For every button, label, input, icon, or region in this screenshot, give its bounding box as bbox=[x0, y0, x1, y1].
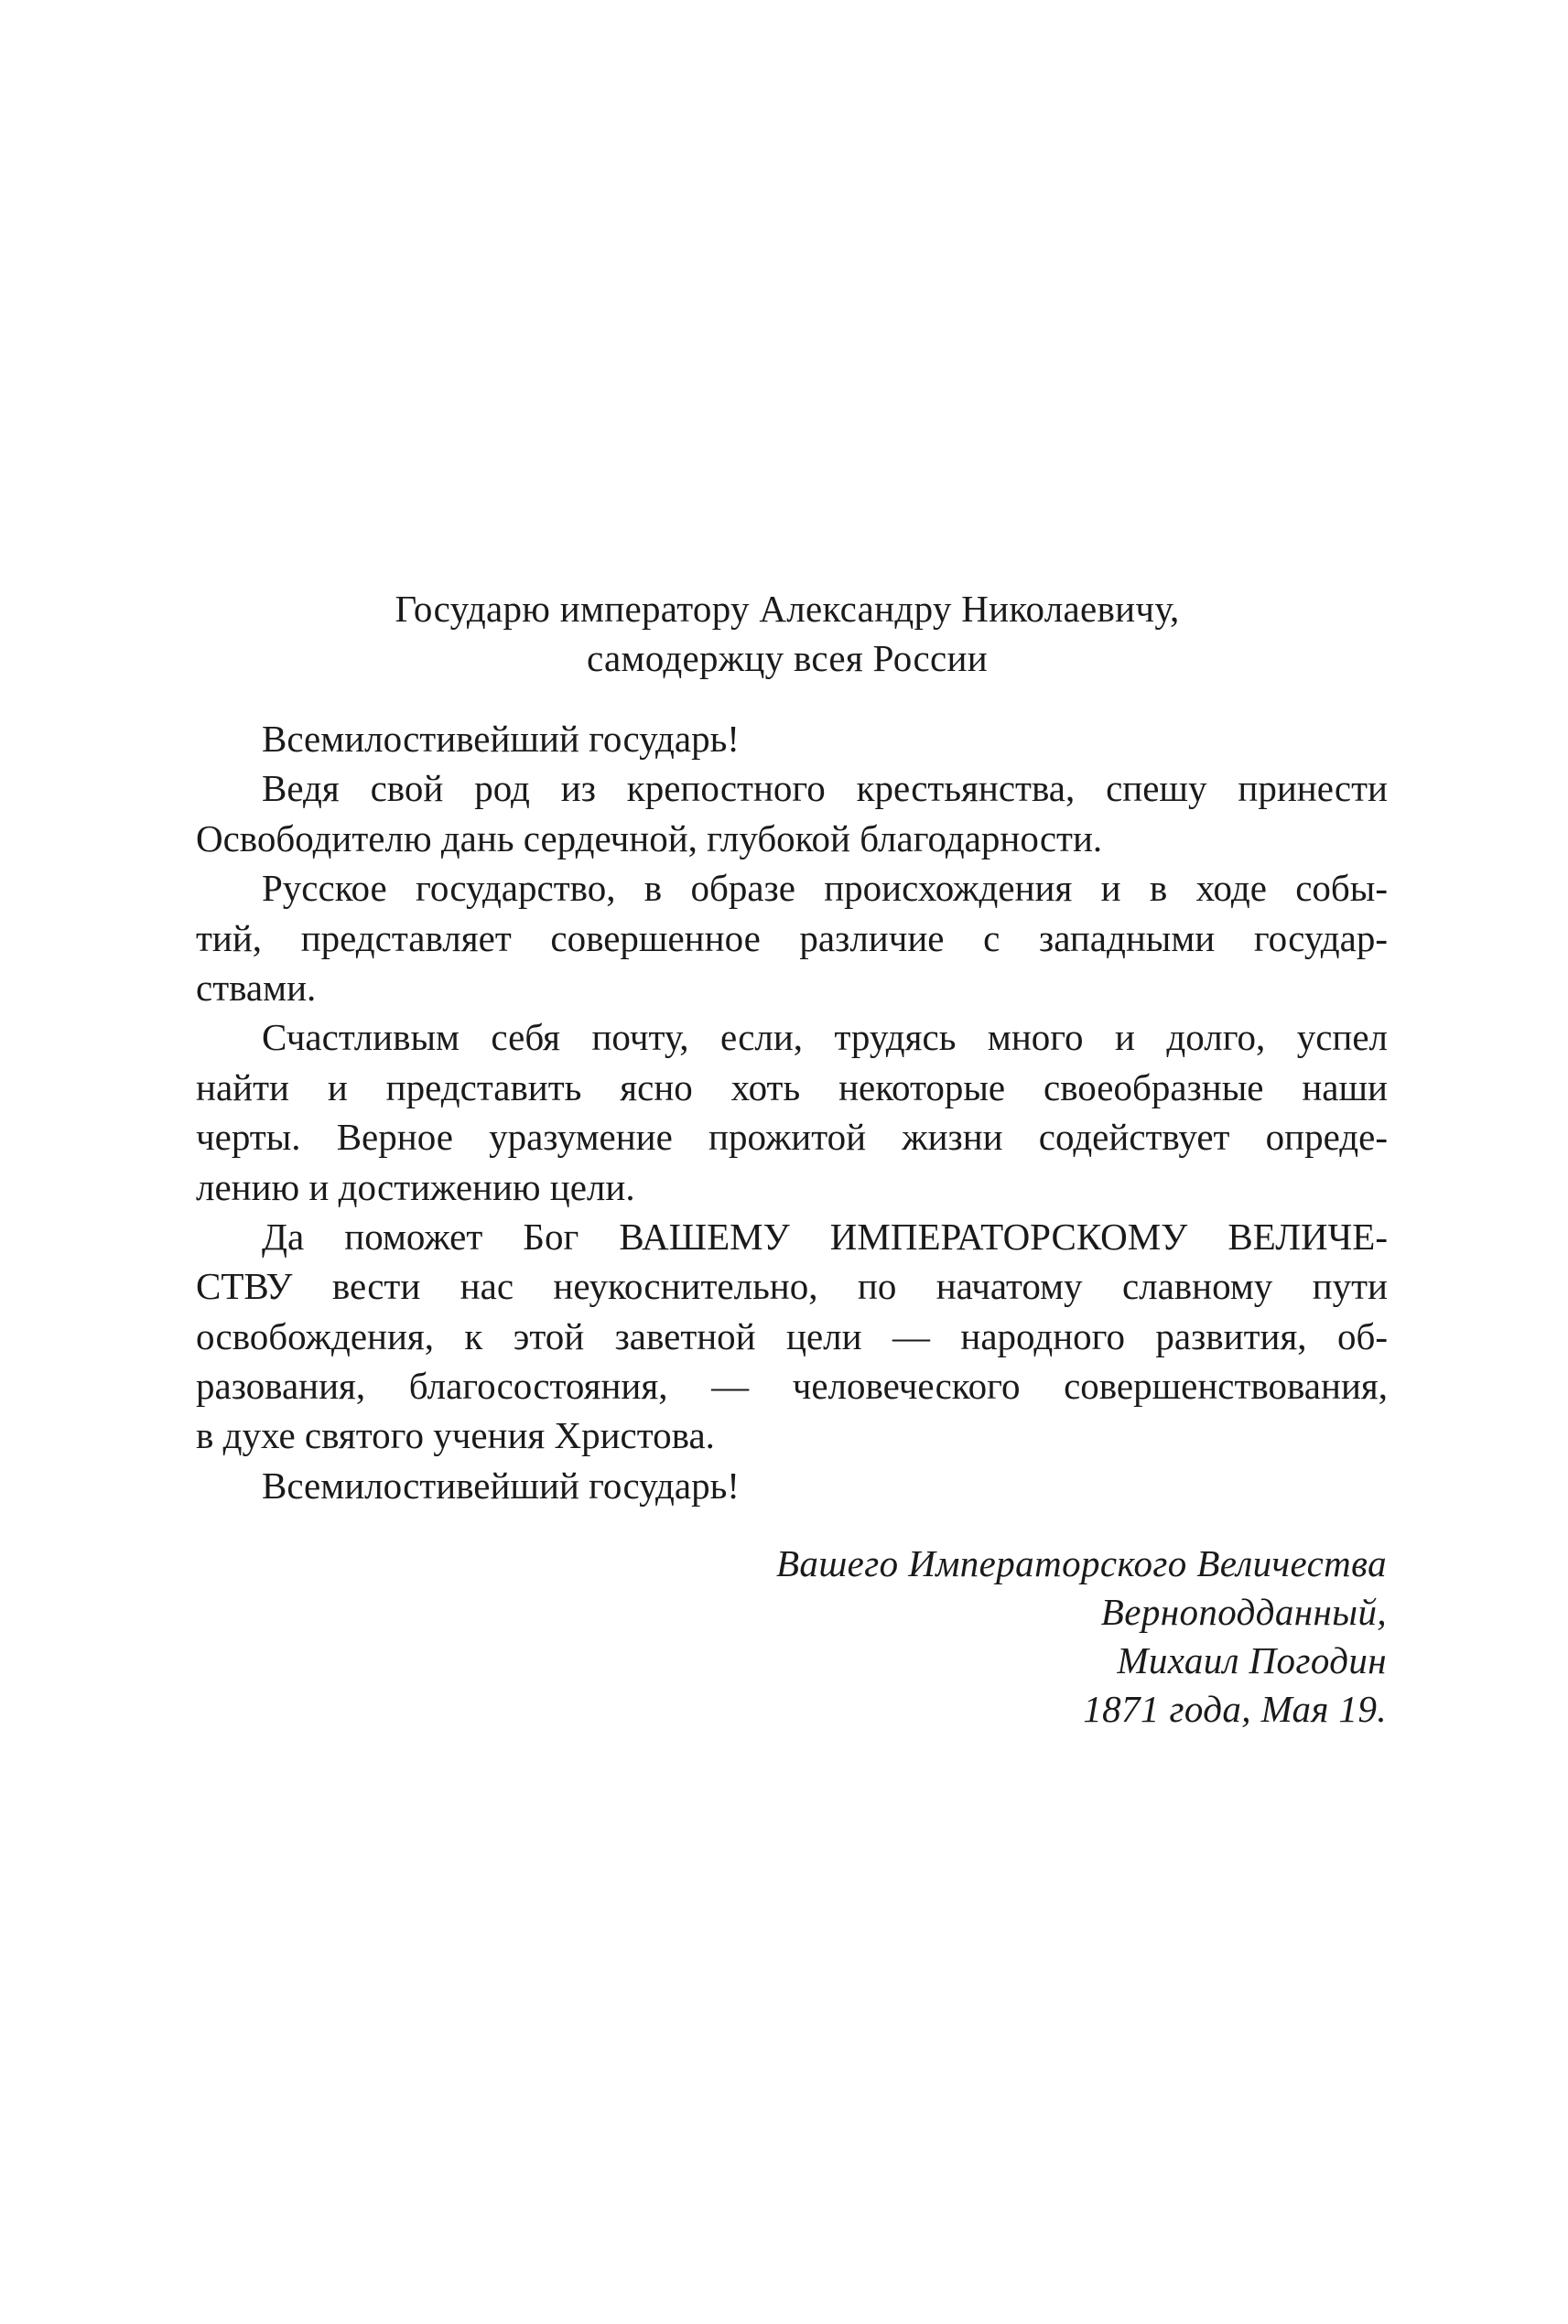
signature-author: Михаил Погодин bbox=[1117, 1639, 1387, 1681]
paragraph-4-line-5: в духе святого учения Христова. bbox=[196, 1414, 715, 1457]
paragraph-4-line-1: Да поможет Бог ВАШЕМУ ИМПЕРАТОРСКОМУ ВЕЛИЧЕ- bbox=[262, 1215, 1388, 1258]
paragraph-3-line-1: Счастливым себя почту, если, трудясь много и долго, успел bbox=[262, 1016, 1388, 1059]
signature-block bbox=[471, 1540, 1387, 1734]
paragraph-2-line-1: Русское государство, в образе происхождения и в ходе собы- bbox=[262, 867, 1388, 910]
paragraph-2-line-2: тий, представляет совершенное различие с западными государ- bbox=[196, 916, 1388, 959]
paragraph-4-line-3: освобождения, к этой заветной цели — народного развития, об- bbox=[196, 1314, 1388, 1357]
letter-body bbox=[196, 714, 1388, 1510]
paragraph-3-line-3: черты. Верное уразумение прожитой жизни содействует опреде- bbox=[196, 1116, 1388, 1159]
paragraph-4-line-4: разования, благосостояния, — человеческого совершенствования, bbox=[196, 1365, 1388, 1408]
paragraph-4-line-2: СТВУ вести нас неукоснительно, по начатому славному пути bbox=[196, 1265, 1388, 1308]
paragraph-1-line-2: Освободителю дань сердечной, глубокой благодарности. bbox=[196, 816, 1103, 859]
paragraph-3-line-2: найти и представить ясно хоть некоторые своеобразные наши bbox=[196, 1065, 1388, 1108]
dedication-line-1: Государю императору Александру Николаевичу, bbox=[395, 588, 1180, 630]
greeting: Всемилостивейший государь! bbox=[262, 718, 740, 760]
closing-salutation: Всемилостивейший государь! bbox=[262, 1464, 740, 1507]
paragraph-2-line-3: ствами. bbox=[196, 966, 317, 1009]
paragraph-1-line-1: Ведя свой род из крепостного крестьянства, спешу принести bbox=[262, 767, 1388, 810]
dedication-heading bbox=[192, 584, 1382, 683]
signature-line-1: Вашего Императорского Величества bbox=[775, 1542, 1387, 1584]
dedication-line-2: самодержцу всея России bbox=[586, 637, 989, 679]
paragraph-3-line-4: лению и достижению цели. bbox=[196, 1165, 635, 1208]
signature-date: 1871 года, Мая 19. bbox=[1083, 1688, 1387, 1730]
signature-line-2: Верноподданный, bbox=[1100, 1591, 1387, 1633]
